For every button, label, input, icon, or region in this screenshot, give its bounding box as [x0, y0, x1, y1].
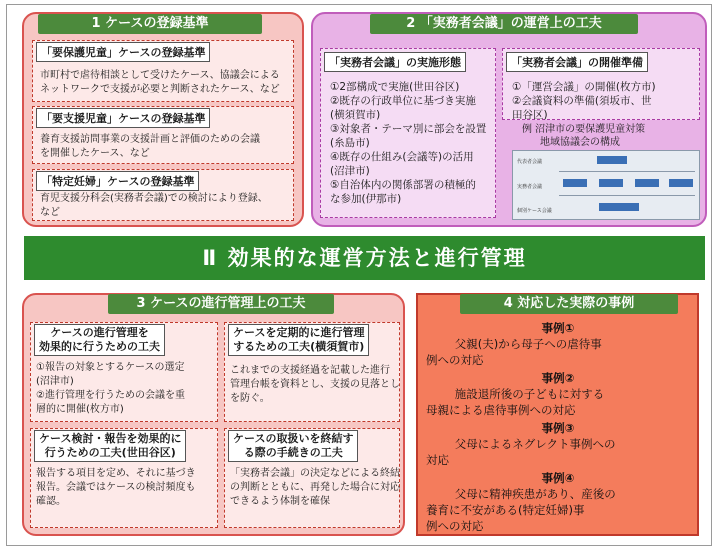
diagram-divider	[559, 195, 695, 196]
section2-format-item-5b: な参加(伊那市)	[330, 193, 402, 205]
section4-title: 4 対応した実際の事例	[460, 294, 678, 314]
section1-block-1-label: 「要保護児童」ケースの登録基準	[36, 42, 210, 62]
case-1-line-1: 父親(夫)から母子への虐待事	[454, 337, 602, 351]
case-2-heading: 事例②	[541, 371, 575, 385]
case-1	[426, 320, 690, 368]
section2-example-line-1: 例 沼津市の要保護児童対策	[522, 124, 646, 135]
section2-format-item-4: ④既存の仕組み(会議等)の活用	[330, 151, 474, 163]
section2-format-item-4b: (沼津市)	[330, 165, 370, 177]
section3-block-4-line-2: の判断とともに、再発した場合に対応	[230, 482, 400, 493]
diagram-node	[669, 179, 693, 187]
case-3	[426, 420, 690, 468]
case-3-heading: 事例③	[541, 421, 575, 435]
diagram-row-3-label: 個別ケース会議	[517, 208, 552, 214]
section1-title: 1 ケースの登録基準	[38, 14, 262, 34]
section3-block-2-line-2: 管理台帳を資料とし、支援の見落とし	[230, 379, 400, 390]
case-3-line-2: 対応	[426, 453, 449, 467]
section1-block-1-line-2: ネットワークで支援が必要と判断されたケース、など	[40, 84, 280, 95]
diagram-node	[563, 179, 587, 187]
section3-block-1-line-1: ①報告の対象とするケースの選定	[36, 362, 185, 373]
section2-example-line-2: 地域協議会の構成	[540, 137, 620, 148]
case-4-heading: 事例④	[541, 471, 575, 485]
section3-block-3-line-1: 報告する項目を定め、それに基づき	[36, 468, 196, 479]
case-4-line-2: 養育に不安がある(特定妊婦)事	[426, 503, 585, 517]
diagram-node	[635, 179, 659, 187]
case-2	[426, 370, 690, 418]
section1-block-3-label: 「特定妊婦」ケースの登録基準	[36, 171, 199, 191]
section2-format-item-1: ①2部構成で実施(世田谷区)	[330, 81, 460, 93]
section3-block-4-line-1: 「実務者会議」の決定などによる終結	[230, 468, 400, 479]
section3-block-2-line-1: これまでの支援経過を記載した進行	[230, 365, 390, 376]
section3-block-2-line-3: を防ぐ。	[230, 393, 270, 404]
section2-format-item-5: ⑤自治体内の関係部署の積極的	[330, 179, 476, 191]
case-2-line-1: 施設退所後の子どもに対する	[454, 387, 605, 401]
section1-block-2-line-2: を開催したケース、など	[40, 148, 150, 159]
section2-title: 2 「実務者会議」の運営上の工夫	[370, 14, 638, 34]
section2-format-item-2: ②既存の行政単位に基づき実施	[330, 95, 476, 107]
section3-block-1-line-2: (沼津市)	[36, 376, 74, 387]
case-1-heading: 事例①	[541, 321, 575, 335]
section3-block-1-label: ケースの進行管理を 効果的に行うための工夫	[34, 324, 165, 356]
case-3-line-1: 父母によるネグレクト事例への	[454, 437, 616, 451]
section3-block-3-label: ケース検討・報告を効果的に 行うための工夫(世田谷区)	[34, 430, 186, 462]
section1-block-3-line-1: 育児支援分科会(実務者会議)での検討により登録、	[40, 193, 268, 204]
diagram-node	[597, 156, 627, 164]
case-4-line-3: 例への対応	[426, 519, 484, 533]
diagram-row-2-label: 実務者会議	[517, 184, 543, 190]
section1-block-1-line-1: 市町村で虐待相談として受けたケース、協議会による	[40, 70, 280, 81]
section2-format-item-3b: (糸島市)	[330, 137, 370, 149]
section3-title: 3 ケースの進行管理上の工夫	[108, 294, 334, 314]
diagram-node	[599, 179, 623, 187]
section2-prep-item-2b: 田谷区)	[512, 109, 548, 121]
diagram-node	[599, 203, 639, 211]
section3-block-1-line-3: ②進行管理を行うための会議を重	[36, 390, 185, 401]
section2-prep-label: 「実務者会議」の開催準備	[506, 52, 648, 72]
section2-format-item-3: ③対象者・テーマ別に部会を設置	[330, 123, 487, 135]
case-2-line-2: 母親による虐待事例への対応	[426, 403, 576, 417]
case-4	[426, 470, 690, 534]
section2-format-label: 「実務者会議」の実施形態	[324, 52, 466, 72]
section1-block-2-label: 「要支援児童」ケースの登録基準	[36, 108, 210, 128]
section3-block-1-line-4: 層的に開催(枚方市)	[36, 404, 124, 415]
diagram-divider	[559, 171, 695, 172]
case-1-line-2: 例への対応	[426, 353, 484, 367]
section3-block-2-label: ケースを定期的に進行管理 するための工夫(横須賀市)	[228, 324, 369, 356]
section1-block-2-line-1: 養育支援訪問事業の支援計画と評価のための会議	[40, 134, 260, 145]
section2-format-item-2b: (横須賀市)	[330, 109, 381, 121]
council-structure-diagram	[512, 150, 700, 220]
section3-block-3-line-2: 報告。会議ではケースの検討頻度も	[36, 482, 196, 493]
section2-prep-item-2: ②会議資料の準備(須坂市、世	[512, 95, 652, 107]
section1-block-3-line-2: など	[40, 207, 60, 218]
section3-block-3-line-3: 確認。	[36, 496, 66, 507]
section3-block-4-label: ケースの取扱いを終結す る際の手続きの工夫	[228, 430, 358, 462]
case-4-line-1: 父母に精神疾患があり、産後の	[454, 487, 616, 501]
section2-prep-item-1: ①「運営会議」の開催(枚方市)	[512, 81, 656, 93]
main-banner: Ⅱ 効果的な運営方法と進行管理	[24, 236, 705, 280]
diagram-row-1-label: 代表者会議	[517, 159, 543, 165]
section3-block-4-line-3: できるよう体制を確保	[230, 496, 330, 507]
